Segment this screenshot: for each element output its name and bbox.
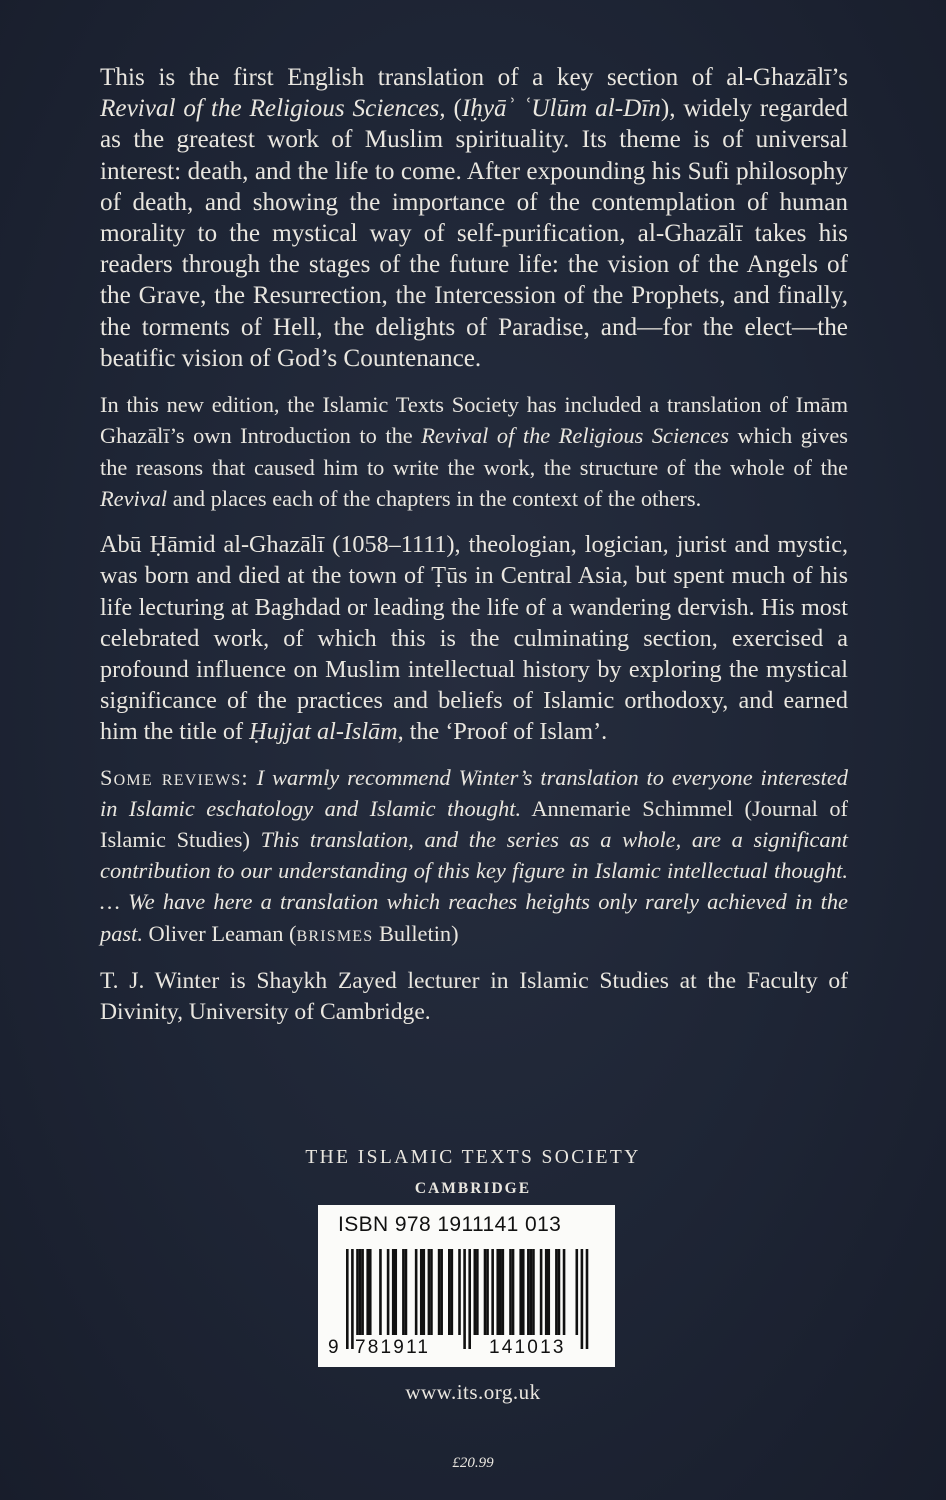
publisher-city: CAMBRIDGE — [414, 1180, 532, 1197]
reviews-paragraph: Some reviews: I warmly recommend Winter’s translation to everyone interested in Islamic eschatology and Islamic thought. Annemarie Schimmel (Journal of Islamic Studies) This translation, and the series as a whole, are a significant contribution to our understanding of this key figure in Islamic intellectual thought. … We have here a translation which reaches heights only rarely achieved in the past. Oliver Leaman (brismes Bulletin) — [100, 764, 848, 946]
barcode-bar — [496, 1249, 499, 1335]
barcode-digits: 9 781911 141013 — [328, 1337, 566, 1358]
price: £20.99 — [452, 1455, 494, 1471]
barcode-bar — [346, 1249, 349, 1349]
barcode-bar — [512, 1249, 515, 1335]
barcode-bar — [415, 1249, 418, 1335]
barcode-bar — [402, 1249, 405, 1335]
barcode-bar — [563, 1249, 566, 1335]
translator-bio-paragraph: T. J. Winter is Shaykh Zayed lecturer in Islamic Studies at the Faculty of Divinity, University of Cambridge. — [100, 967, 848, 1026]
barcode-bar — [474, 1249, 477, 1335]
barcode-bar — [491, 1249, 494, 1335]
review-attribution: Oliver Leaman ( — [142, 920, 297, 946]
blurb-paragraph-2: In this new edition, the Islamic Texts Society has included a translation of Imām Ghazālī’s own Introduction to the Revival of the Religious Sciences which gives the reasons that caused him to write the work, the structure of the whole of the Revival and places each of the chapters in the context of the others. — [100, 392, 849, 511]
barcode-bar — [369, 1249, 372, 1335]
barcode-bar — [532, 1249, 535, 1335]
barcode-bar — [458, 1249, 461, 1335]
review-quote: This translation, and the series as a whole, are a significant contribution to our understanding of this key figure in Islamic intellectual thought. … We have here a translation which reaches heights only rarely achieved in the past. — [100, 827, 848, 946]
barcode-bar — [547, 1249, 550, 1335]
barcode-bar — [499, 1249, 502, 1335]
barcode-bar — [394, 1249, 397, 1335]
barcode-bar — [522, 1249, 525, 1335]
reviews-label: Some reviews: — [100, 764, 249, 790]
barcode-bar — [351, 1249, 354, 1349]
review-attribution: Annemarie Schimmel (Journal of Islamic Studies) — [100, 795, 848, 853]
barcode-bar — [428, 1249, 431, 1335]
barcode-bar — [463, 1249, 466, 1349]
barcode-bar — [545, 1249, 548, 1335]
barcode-bar — [468, 1249, 471, 1349]
isbn-label: ISBN 978 1911141 013 — [338, 1213, 562, 1236]
barcode-bar — [423, 1249, 426, 1335]
barcode-bar — [366, 1249, 369, 1335]
barcode-bar — [555, 1249, 558, 1335]
barcode-bar — [438, 1249, 441, 1335]
publisher-website: www.its.org.uk — [405, 1380, 541, 1404]
barcode-bar — [359, 1249, 362, 1335]
barcode-bar — [440, 1249, 443, 1335]
barcode-bar — [405, 1249, 408, 1335]
barcode-bar — [581, 1249, 584, 1349]
barcode-bar — [356, 1249, 359, 1335]
barcode-bar — [361, 1249, 364, 1335]
barcode-bar — [502, 1249, 505, 1335]
barcode-bar — [530, 1249, 533, 1335]
barcode-bar — [430, 1249, 433, 1335]
blurb-paragraph-1: This is the first English translation of a key section of al-Ghazālī’s Revival of the Religious Sciences, (Iḥyāʾ ʿUlūm al-Dīn), widely regarded as the greatest work of Muslim spirituality. Its theme is of universal interest: death, and the life to come. After expounding his Sufi philosophy of death, and showing the importance of the contemplation of human morality to the mystical way of self-purification, al-Ghazālī takes his readers through the stages of the future life: the vision of the Angels of the Grave, the Resurrection, the Intercession of the Prophets, and finally, the torments of Hell, the delights of Paradise, and—for the elect—the beatific vision of God’s Countenance. — [100, 64, 848, 372]
barcode-bar — [484, 1249, 487, 1335]
barcode-bar — [392, 1249, 395, 1335]
barcode-bar — [558, 1249, 561, 1335]
review-quote: I warmly recommend Winter’s translation to everyone interested in Islamic eschatology and Islamic thought. — [100, 764, 848, 821]
barcode-bar — [387, 1249, 390, 1335]
barcode-bar — [540, 1249, 543, 1335]
barcode-bar — [420, 1249, 423, 1335]
barcode-bar — [486, 1249, 489, 1335]
publisher-name: THE ISLAMIC TEXTS SOCIETY — [305, 1147, 641, 1168]
author-bio-paragraph: Abū Ḥāmid al-Ghazālī (1058–1111), theologian, logician, jurist and mystic, was born and died at the town of Ṭūs in Central Asia, but spent much of his life lecturing at Baghdad or leading the life of a wandering dervish. His most celebrated work, of which this is the culminating section, exercised a profound influence on Muslim intellectual history by exploring the mystical significance of the practices and beliefs of Islamic orthodoxy, and earned him the title of Ḥujjat al-Islām, the ‘Proof of Islam’. — [100, 531, 848, 746]
barcode-bar — [448, 1249, 451, 1335]
barcode-bar — [476, 1249, 479, 1335]
isbn-barcode — [318, 1205, 615, 1367]
barcode-bar — [451, 1249, 454, 1335]
barcode-bar — [379, 1249, 382, 1335]
barcode-bar — [576, 1249, 579, 1335]
barcode-bar — [509, 1249, 512, 1335]
barcode-bar — [586, 1249, 589, 1349]
barcode-bar — [519, 1249, 522, 1335]
blurb-text — [100, 62, 848, 1028]
barcode-bar — [527, 1249, 530, 1335]
